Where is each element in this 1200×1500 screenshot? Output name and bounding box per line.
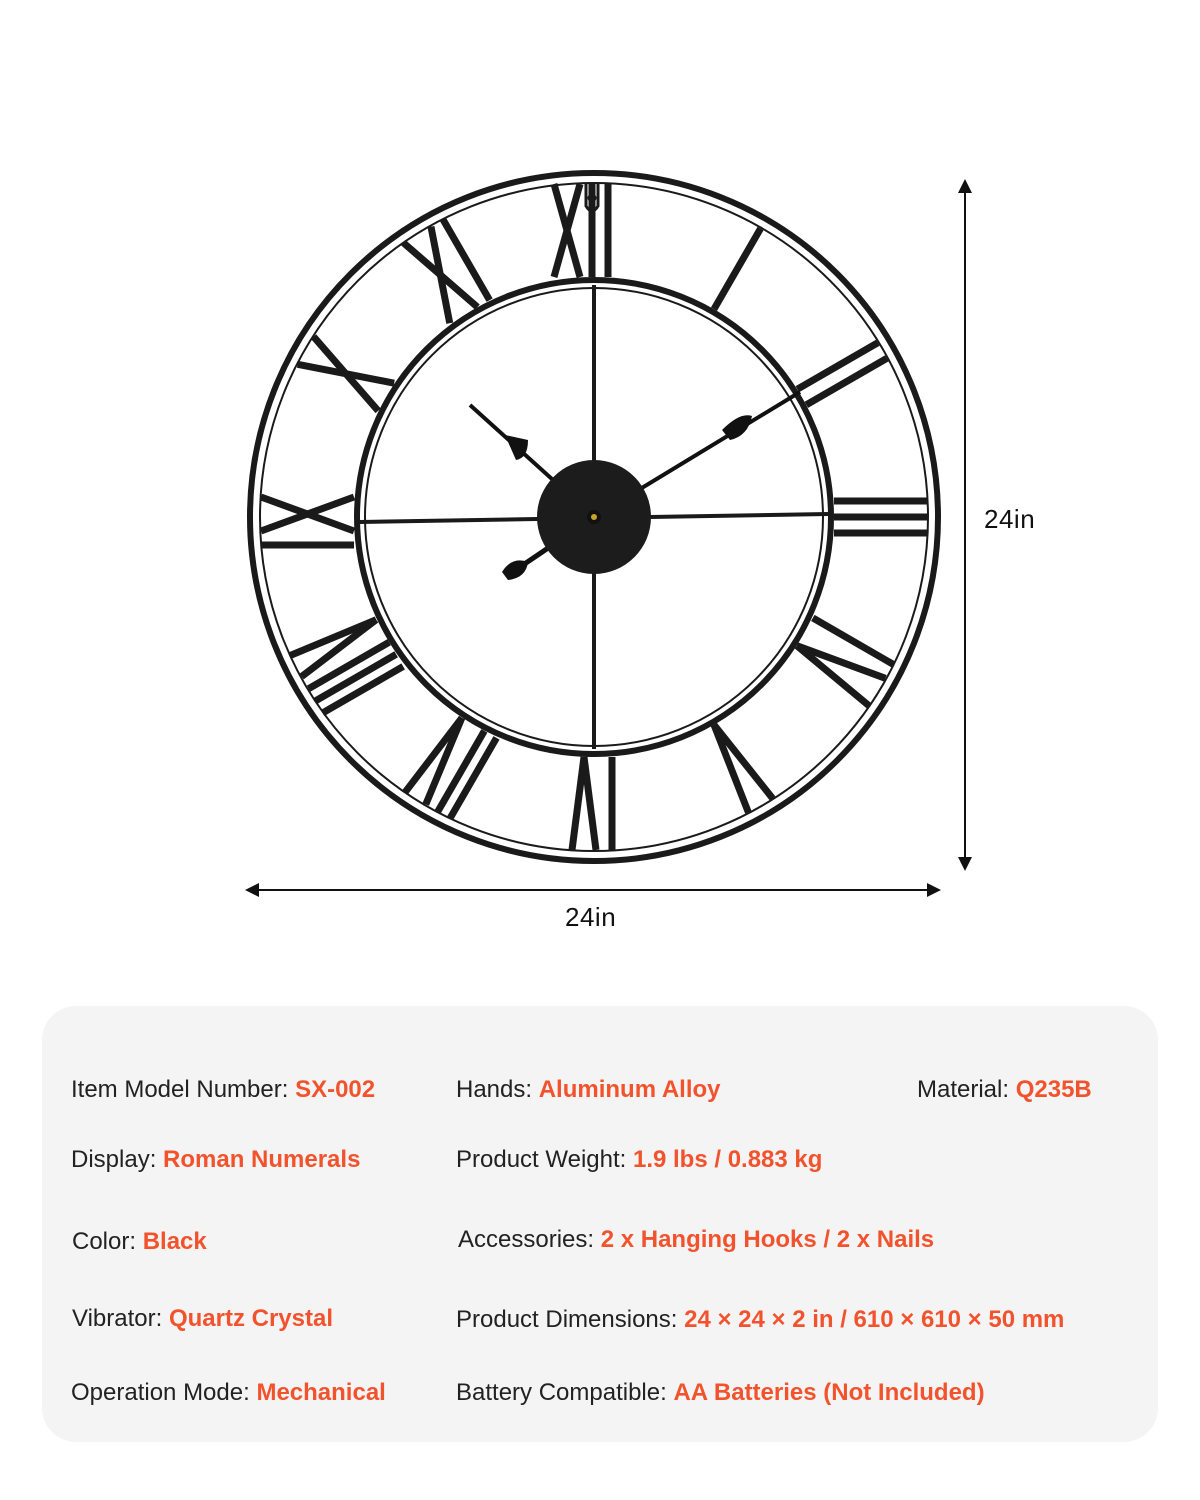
height-dimension-label: 24in [984,504,1036,534]
spec-product-weight: Product Weight: 1.9 lbs / 0.883 kg [456,1146,823,1173]
spec-display: Display: Roman Numerals [71,1146,361,1173]
width-dimension-label: 24in [565,902,617,932]
spec-item-model-number: Item Model Number: SX-002 [71,1076,376,1103]
spec-vibrator: Vibrator: Quartz Crystal [72,1305,334,1332]
spec-accessories: Accessories: 2 x Hanging Hooks / 2 x Nails [458,1226,935,1253]
spec-color: Color: Black [72,1228,207,1255]
spec-battery-compatible: Battery Compatible: AA Batteries (Not Included) [456,1379,985,1406]
specifications-panel [42,1006,1158,1442]
center-pin [591,514,597,520]
spec-material: Material: Q235B [917,1076,1092,1103]
spec-product-dimensions: Product Dimensions: 24 × 24 × 2 in / 610 × 610 × 50 mm [456,1306,1065,1333]
spec-operation-mode: Operation Mode: Mechanical [71,1379,386,1406]
spec-hands: Hands: Aluminum Alloy [456,1076,721,1103]
